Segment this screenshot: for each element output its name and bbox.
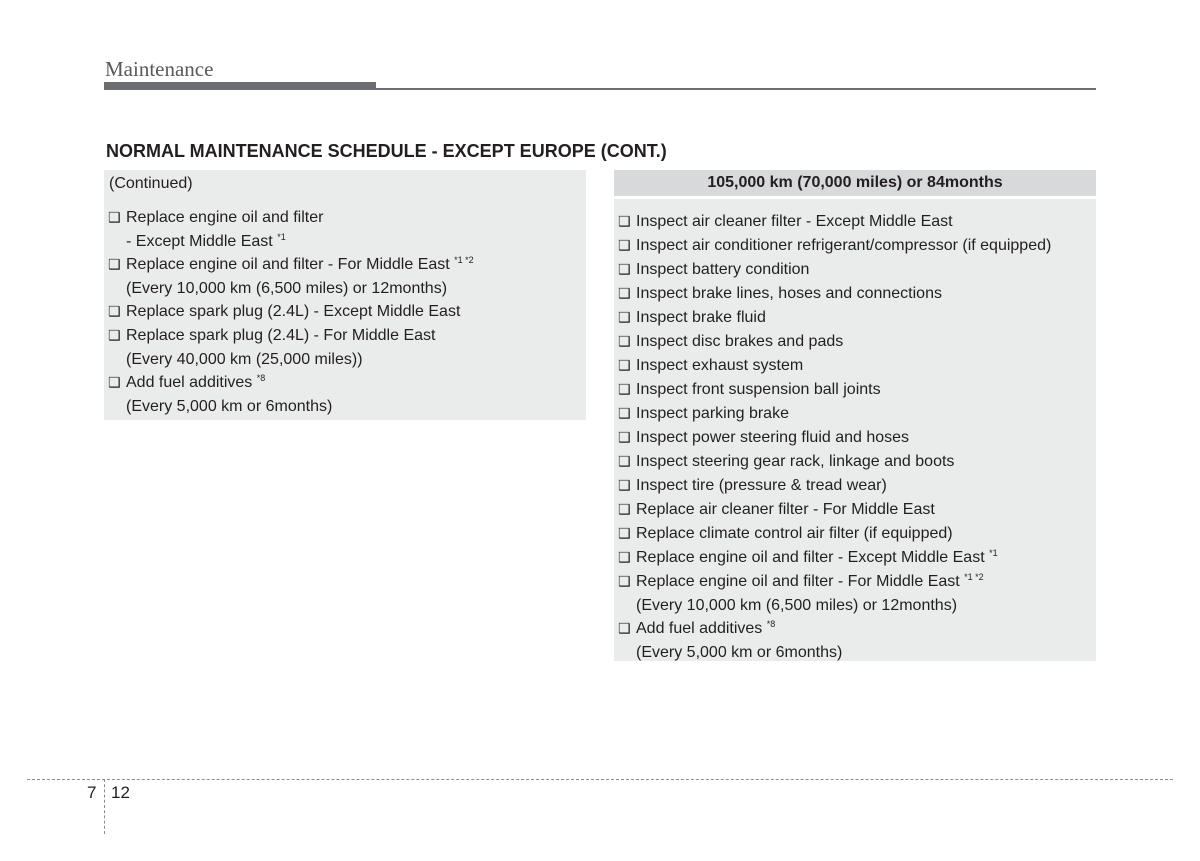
schedule-panel-continued — [104, 170, 586, 420]
checklist-item — [618, 546, 1051, 570]
footer-dashed-rule — [27, 779, 1173, 780]
checklist-item — [618, 378, 1051, 402]
checkbox-icon: ❑ — [618, 406, 631, 422]
checklist-item-text: Inspect front suspension ball joints — [636, 381, 881, 398]
checklist-item-text: Inspect air cleaner filter - Except Middle East — [636, 213, 953, 230]
checklist-item-note — [618, 641, 1051, 664]
checklist-item-text: Add fuel additives — [126, 374, 253, 391]
checklist-item — [108, 300, 474, 324]
footnote-marker: *1 *2 — [964, 572, 984, 582]
right-checklist — [618, 210, 1051, 664]
checklist-item-text: Inspect brake lines, hoses and connections — [636, 285, 942, 302]
checklist-item — [108, 324, 474, 371]
checklist-item — [618, 474, 1051, 498]
checkbox-icon: ❑ — [618, 502, 631, 518]
schedule-panel-105000km — [614, 199, 1096, 661]
page-number: 12 — [111, 783, 130, 802]
checklist-item — [618, 450, 1051, 474]
checklist-item-note-text: (Every 10,000 km (6,500 miles) or 12months) — [636, 597, 958, 614]
checklist-item — [108, 371, 474, 418]
header-rule-thick — [104, 82, 376, 90]
checklist-item-note-text: (Every 10,000 km (6,500 miles) or 12months) — [126, 280, 448, 297]
checklist-item-text: Replace engine oil and filter - Except Middle East — [636, 549, 985, 566]
checkbox-icon: ❑ — [108, 328, 121, 344]
checklist-item — [618, 234, 1051, 258]
checkbox-icon: ❑ — [618, 550, 631, 566]
checklist-item-text: Inspect steering gear rack, linkage and boots — [636, 453, 955, 470]
checkbox-icon: ❑ — [618, 430, 631, 446]
footnote-marker: *1 — [277, 232, 286, 242]
checklist-item — [618, 522, 1051, 546]
checkbox-icon: ❑ — [108, 210, 121, 226]
checklist-item — [618, 498, 1051, 522]
checklist-item — [618, 282, 1051, 306]
checklist-item-text: Replace climate control air filter (if equipped) — [636, 525, 953, 542]
checklist-item-text: Replace spark plug (2.4L) - Except Middle East — [126, 303, 461, 320]
checklist-item-text: Inspect exhaust system — [636, 357, 804, 374]
checkbox-icon: ❑ — [618, 526, 631, 542]
chapter-number: 7 — [87, 783, 97, 802]
running-header-title: Maintenance — [105, 57, 214, 81]
checklist-item — [618, 354, 1051, 378]
checkbox-icon: ❑ — [618, 334, 631, 350]
checkbox-icon: ❑ — [618, 478, 631, 494]
left-checklist — [108, 206, 474, 418]
checklist-item-note-text: (Every 5,000 km or 6months) — [126, 398, 333, 415]
checkbox-icon: ❑ — [618, 310, 631, 326]
checklist-item-text: Replace engine oil and filter - For Middle East — [636, 573, 960, 590]
checklist-item-note-text: (Every 5,000 km or 6months) — [636, 644, 843, 661]
checkbox-icon: ❑ — [108, 375, 121, 391]
checklist-item — [618, 426, 1051, 450]
checklist-item-text: Inspect tire (pressure & tread wear) — [636, 477, 887, 494]
interval-heading: 105,000 km (70,000 miles) or 84months — [614, 170, 1096, 196]
checklist-item-note — [108, 395, 474, 418]
checklist-item — [618, 570, 1051, 617]
checkbox-icon: ❑ — [618, 262, 631, 278]
checklist-item — [618, 617, 1051, 664]
checklist-item-text: Replace spark plug (2.4L) - For Middle East — [126, 327, 436, 344]
checklist-item-text: Add fuel additives — [636, 620, 763, 637]
checklist-item-text: Replace engine oil and filter — [126, 209, 324, 226]
checklist-item-note — [108, 230, 474, 253]
checklist-item — [618, 306, 1051, 330]
footnote-marker: *1 — [989, 548, 998, 558]
checkbox-icon: ❑ — [618, 621, 631, 637]
checklist-item-text: Inspect parking brake — [636, 405, 789, 422]
checkbox-icon: ❑ — [618, 214, 631, 230]
checkbox-icon: ❑ — [618, 454, 631, 470]
checklist-item-text: Replace engine oil and filter - For Middle East — [126, 256, 450, 273]
footnote-marker: *1 *2 — [454, 255, 474, 265]
checkbox-icon: ❑ — [618, 382, 631, 398]
checkbox-icon: ❑ — [108, 304, 121, 320]
checkbox-icon: ❑ — [618, 574, 631, 590]
checklist-item-note-text: - Except Middle East — [126, 233, 273, 250]
checklist-item — [618, 330, 1051, 354]
header-rule-thin — [376, 88, 1096, 90]
checkbox-icon: ❑ — [618, 358, 631, 374]
checklist-item-text: Inspect battery condition — [636, 261, 810, 278]
checklist-item-note — [108, 277, 474, 300]
checkbox-icon: ❑ — [618, 286, 631, 302]
checklist-item — [618, 210, 1051, 234]
checklist-item-note-text: (Every 40,000 km (25,000 miles)) — [126, 351, 363, 368]
checklist-item-text: Replace air cleaner filter - For Middle East — [636, 501, 935, 518]
checklist-item-text: Inspect disc brakes and pads — [636, 333, 844, 350]
footnote-marker: *8 — [766, 619, 776, 629]
checklist-item-note — [618, 594, 1051, 617]
footer-dashed-divider — [104, 779, 105, 834]
checklist-item — [108, 206, 474, 253]
footnote-marker: *8 — [256, 373, 266, 383]
checklist-item-text: Inspect brake fluid — [636, 309, 766, 326]
checklist-item — [618, 258, 1051, 282]
checklist-item-text: Inspect air conditioner refrigerant/compressor (if equipped) — [636, 237, 1052, 254]
section-title: NORMAL MAINTENANCE SCHEDULE - EXCEPT EUROPE (CONT.) — [106, 141, 667, 161]
continued-label: (Continued) — [109, 175, 193, 192]
checklist-item-note — [108, 348, 474, 371]
checkbox-icon: ❑ — [618, 238, 631, 254]
checklist-item-text: Inspect power steering fluid and hoses — [636, 429, 910, 446]
checkbox-icon: ❑ — [108, 257, 121, 273]
checklist-item — [618, 402, 1051, 426]
checklist-item — [108, 253, 474, 300]
